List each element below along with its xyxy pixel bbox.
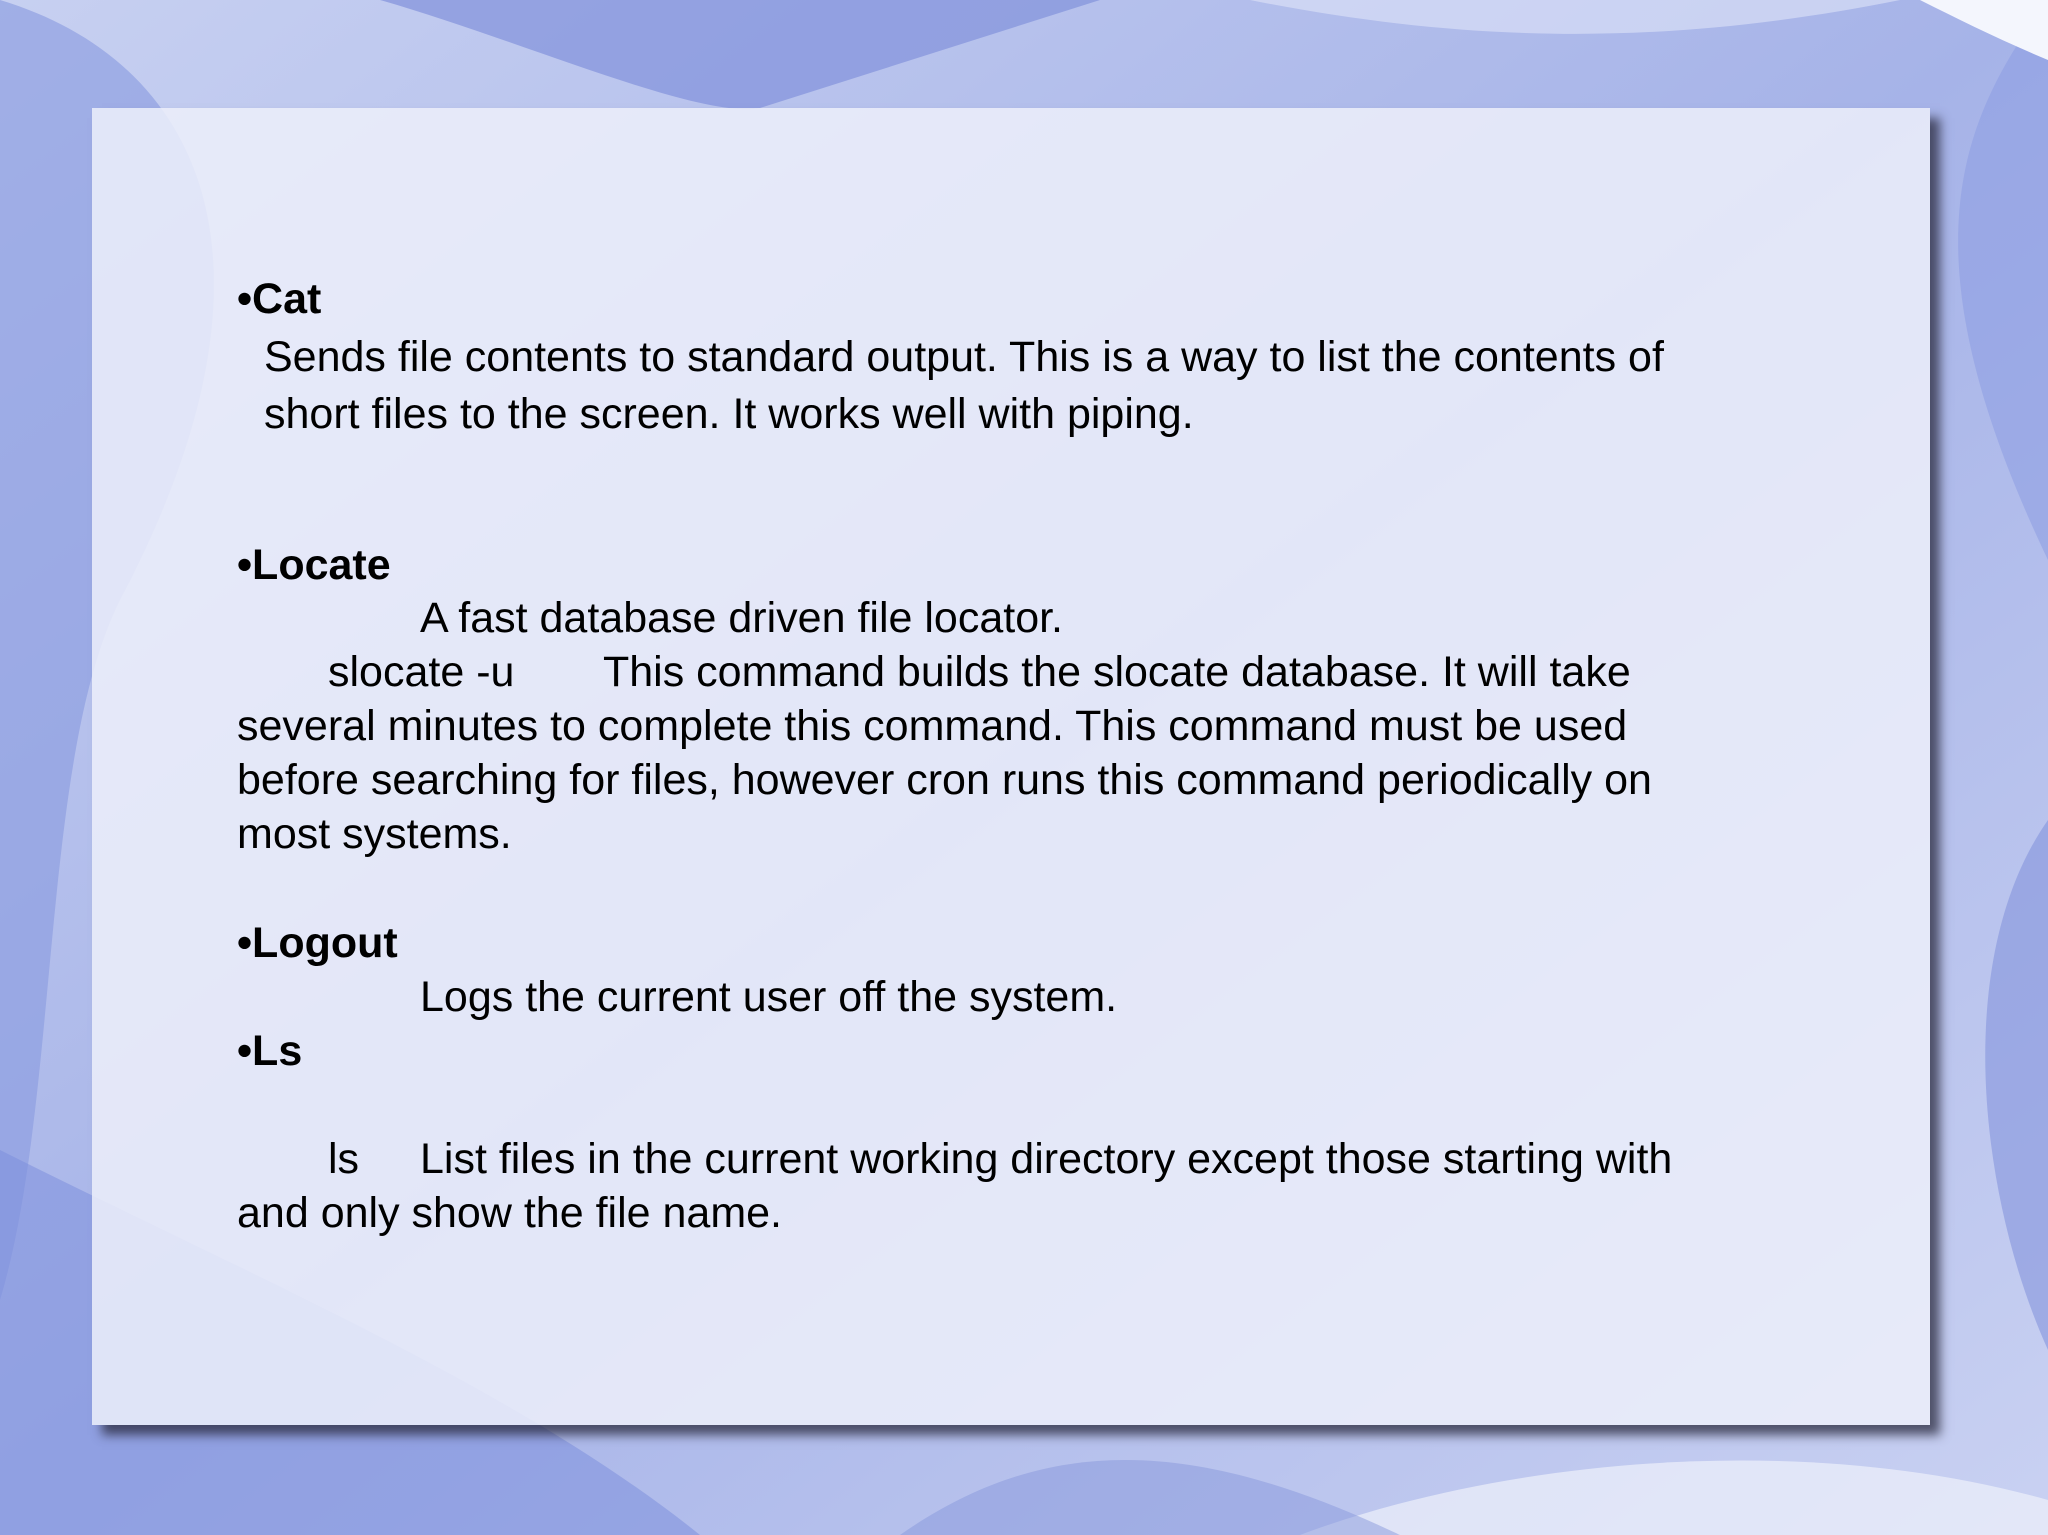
cat-heading: •Cat [237,275,322,323]
ls-command: ls [328,1135,360,1183]
ls-description-line-1: List files in the current working directory except those starting with [420,1135,1673,1183]
locate-command-description-line-3: before searching for files, however cron runs this command periodically on [237,756,1652,804]
locate-description: A fast database driven file locator. [420,594,1064,642]
ls-description-line-2: and only show the file name. [237,1189,782,1237]
logout-heading: •Logout [237,919,398,967]
locate-heading: •Locate [237,541,391,589]
cat-description-line-2: short files to the screen. It works well with piping. [264,390,1194,438]
ls-heading: •Ls [237,1027,303,1075]
locate-command-description-line-2: several minutes to complete this command. This command must be used [237,702,1628,750]
locate-command: slocate -u [328,648,515,696]
logout-description: Logs the current user off the system. [420,973,1118,1021]
locate-command-description-line-1: This command builds the slocate database. It will take [603,648,1631,696]
locate-command-description-line-4: most systems. [237,810,512,858]
cat-description-line-1: Sends file contents to standard output. This is a way to list the contents of [264,333,1664,381]
